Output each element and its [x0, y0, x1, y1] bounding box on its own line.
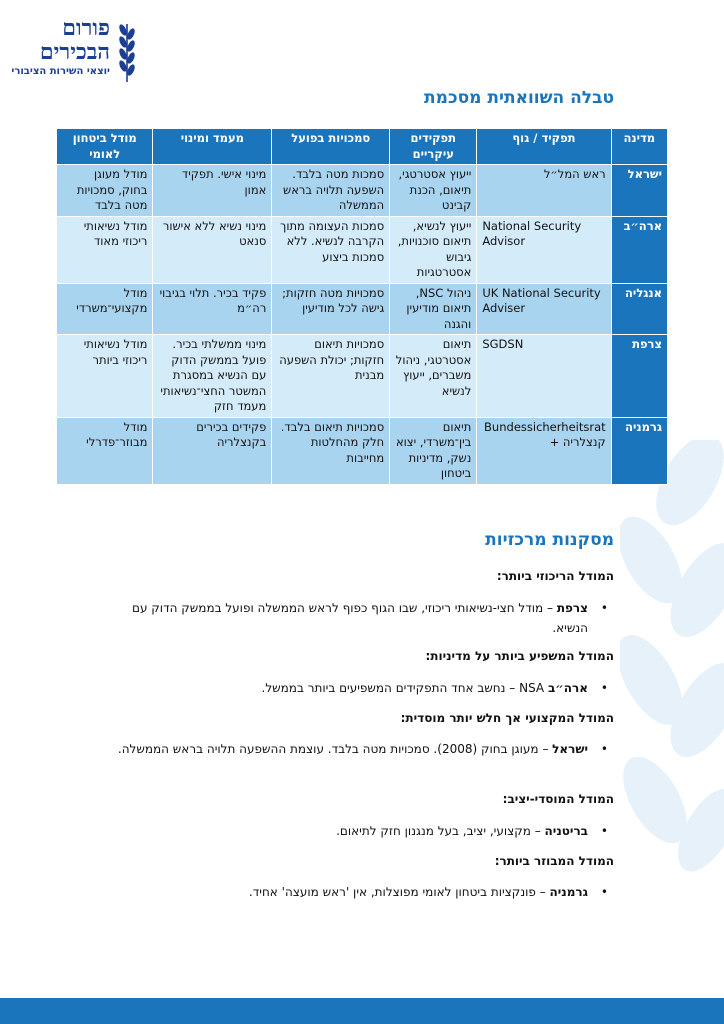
- conclusion-heading: המודל הריכוזי ביותר:: [496, 569, 614, 583]
- cell-model: מודל מעוגן בחוק, סמכויות מטה בלבד: [57, 165, 153, 217]
- cell-role: UK National Security Adviser: [477, 283, 611, 335]
- cell-country: גרמניה: [611, 417, 667, 484]
- conclusion-country: גרמניה: [549, 885, 588, 899]
- cell-powers: סמכויות תיאום חזקות; יכולת השפעה מבנית: [272, 335, 390, 418]
- cell-status: מינוי אישי. תפקיד אמון: [153, 165, 272, 217]
- conclusion-text: – מקצועי, יציב, בעל מנגנון חזק לתיאום.: [336, 824, 545, 838]
- page-title: טבלה השוואתית מסכמת: [424, 88, 614, 108]
- header-model: מודל ביטחון לאומי: [57, 129, 153, 165]
- cell-powers: סמכות מטה בלבד. השפעה תלויה בראש הממשלה: [272, 165, 390, 217]
- conclusion-heading: המודל המוסדי-יציב:: [502, 792, 614, 806]
- cell-main-roles: ייעוץ לנשיא, תיאום סוכנויות, גיבוש אסטרטגיות: [390, 216, 477, 283]
- conclusion-country: ארה״ב: [547, 681, 588, 695]
- conclusion-text: – מודל חצי-נשיאותי ריכוזי, שבו הגוף כפוף לראש הממשלה ופועל בממשק הדוק עם הנשיא.: [132, 601, 588, 635]
- bullet-icon: •: [600, 681, 608, 695]
- conclusion-text: – מעוגן בחוק (2008). סמכויות מטה בלבד. עוצמת ההשפעה תלויה בראש הממשלה.: [117, 742, 553, 756]
- conclusion-country: ישראל: [552, 742, 588, 756]
- header-role: תפקיד / גוף: [477, 129, 611, 165]
- logo-text-forum: פורום: [62, 15, 110, 41]
- table-row: [57, 335, 668, 418]
- footer-bar: [0, 998, 724, 1024]
- table-row: [57, 283, 668, 335]
- conclusion-country: בריטניה: [544, 824, 588, 838]
- cell-role: National Security Advisor: [477, 216, 611, 283]
- bullet-icon: •: [600, 601, 608, 615]
- cell-main-roles: ניהול NSC, תיאום מודיעין והגנה: [390, 283, 477, 335]
- bullet-icon: •: [600, 824, 608, 838]
- cell-model: מודל נשיאותי ריכוזי מאוד: [57, 216, 153, 283]
- forum-logo: [11, 15, 134, 86]
- conclusion-heading: המודל המבוזר ביותר:: [494, 854, 614, 868]
- conclusion-text: – פונקציות ביטחון לאומי מפוצלות, אין 'ראש מועצה' אחיד.: [248, 885, 550, 899]
- cell-country: ארה״ב: [611, 216, 667, 283]
- header-country: מדינה: [611, 129, 667, 165]
- conclusion-bullet: [104, 678, 614, 698]
- decorative-leaves-icon: [620, 440, 724, 900]
- header-main-roles: תפקידים עיקריים: [390, 129, 477, 165]
- table-row: [57, 216, 668, 283]
- wheat-leaf-icon: [118, 20, 136, 82]
- cell-role: ראש המל״ל: [477, 165, 611, 217]
- table-row: [57, 417, 668, 484]
- cell-model: מודל מבוזר־פדרלי: [57, 417, 153, 484]
- cell-main-roles: תיאום בין־משרדי, יצוא נשק, מדיניות ביטחון: [390, 417, 477, 484]
- conclusion-text: NSA – נחשב אחד התפקידים המשפיעים ביותר בממשל.: [261, 681, 548, 695]
- bullet-icon: •: [600, 885, 608, 899]
- conclusion-bullet: [104, 882, 614, 902]
- bullet-icon: •: [600, 742, 608, 756]
- cell-powers: סמכות העצומה מתוך הקרבה לנשיא. ללא סמכות ביצוע: [272, 216, 390, 283]
- conclusion-bullet: [104, 739, 614, 759]
- header-status: מעמד ומינוי: [153, 129, 272, 165]
- cell-powers: סמכויות תיאום בלבד. חלק מהחלטות מחייבות: [272, 417, 390, 484]
- cell-role: SGDSN: [477, 335, 611, 418]
- table-row: [57, 165, 668, 217]
- cell-main-roles: ייעוץ אסטרטגי, תיאום, הכנת קבינט: [390, 165, 477, 217]
- comparison-table: [56, 128, 668, 485]
- cell-powers: סמכויות מטה חזקות; גישה לכל מודיעין: [272, 283, 390, 335]
- logo-text-seniors: הבכירים: [39, 39, 110, 65]
- cell-role: Bundessicherheitsrat קנצלריה +: [477, 417, 611, 484]
- conclusion-bullet: [104, 598, 614, 638]
- cell-main-roles: תיאום אסטרטגי, ניהול משברים, ייעוץ לנשיא: [390, 335, 477, 418]
- conclusion-bullet: [104, 821, 614, 841]
- conclusion-heading: המודל המשפיע ביותר על מדיניות:: [425, 649, 614, 663]
- conclusion-country: צרפת: [556, 601, 588, 615]
- cell-status: פקיד בכיר. תלוי בגיבוי רה״מ: [153, 283, 272, 335]
- conclusion-heading: המודל המקצועי אך חלש יותר מוסדית:: [400, 711, 614, 725]
- cell-country: ישראל: [611, 165, 667, 217]
- cell-country: צרפת: [611, 335, 667, 418]
- cell-model: מודל מקצועי־משרדי: [57, 283, 153, 335]
- cell-status: מינוי ממשלתי בכיר. פועל בממשק הדוק עם הנשיא במסגרת המשטר החצי־נשיאותי מעמד חזק: [153, 335, 272, 418]
- conclusions-title: מסקנות מרכזיות: [485, 530, 614, 550]
- cell-status: פקידים בכירים בקנצלריה: [153, 417, 272, 484]
- cell-country: אנגליה: [611, 283, 667, 335]
- cell-model: מודל נשיאותי ריכוזי ביותר: [57, 335, 153, 418]
- logo-tagline: יוצאי השירות הציבורי: [11, 66, 110, 77]
- header-powers: סמכויות בפועל: [272, 129, 390, 165]
- cell-status: מינוי נשיא ללא אישור סנאט: [153, 216, 272, 283]
- table-header-row: [57, 129, 668, 165]
